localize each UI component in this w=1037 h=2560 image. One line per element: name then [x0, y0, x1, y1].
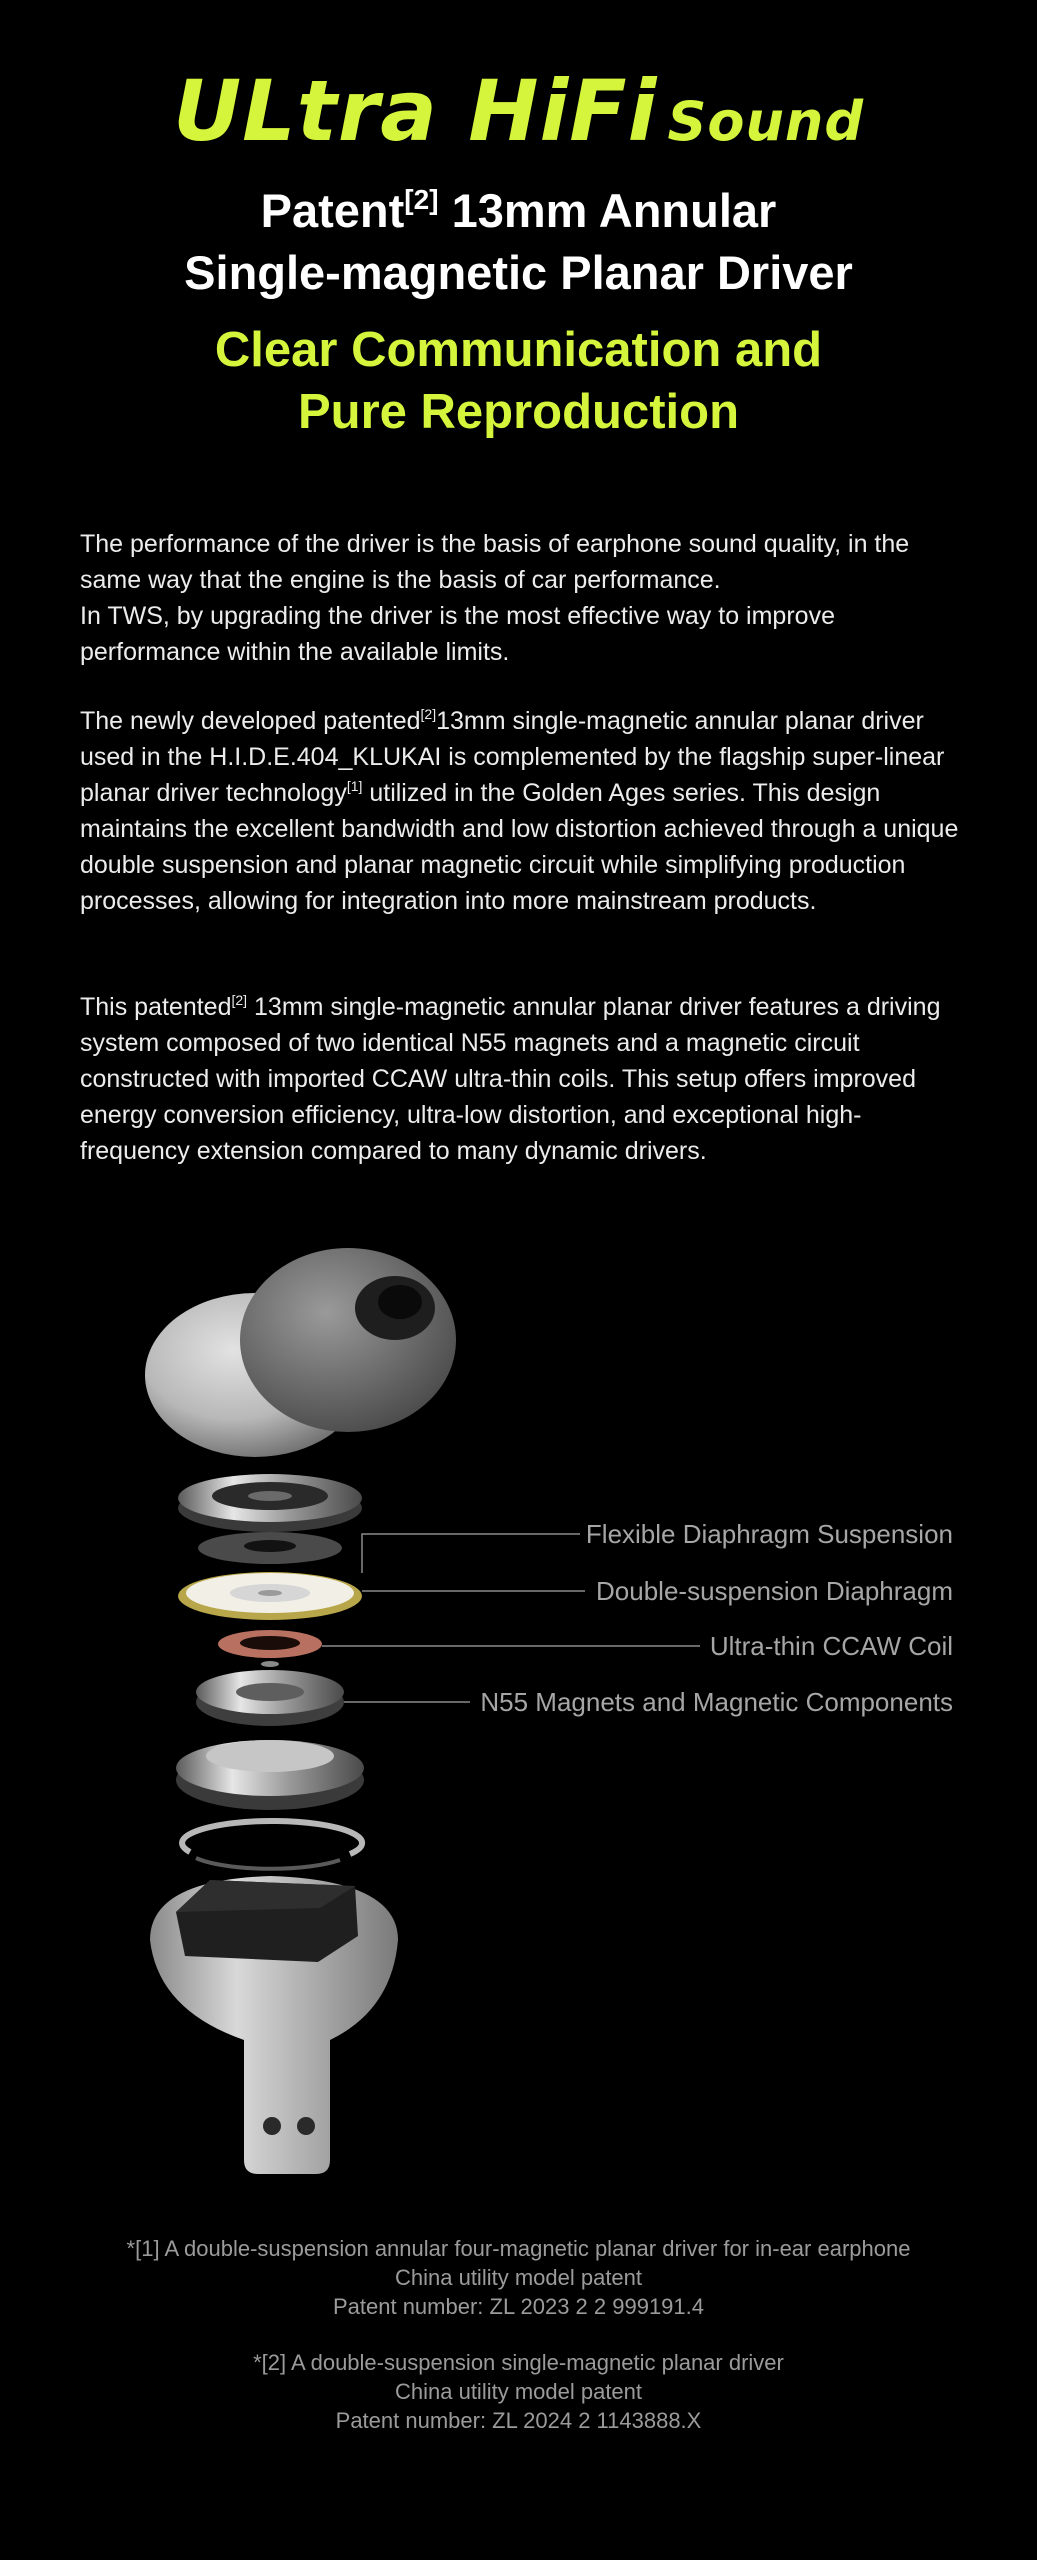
flexible-suspension-part — [198, 1532, 342, 1564]
tagline-line-1: Clear Communication and — [214, 323, 823, 377]
subtitle-patent-ref: [2] — [404, 184, 439, 215]
subtitle — [0, 180, 1037, 304]
label-flexible-diaphragm-suspension: Flexible Diaphragm Suspension — [585, 1519, 953, 1549]
footnote-1-number: Patent number: ZL 2023 2 2 999191.4 — [332, 2294, 704, 2319]
earphone-illustration — [0, 1240, 1037, 2200]
exploded-earphone-diagram — [0, 1240, 1037, 2200]
tagline-line-2: Pure Reproduction — [297, 385, 740, 439]
patent-ref-1: [1] — [346, 778, 363, 794]
diaphragm-part — [178, 1572, 362, 1620]
subtitle-line-2: Single-magnetic Planar Driver — [184, 246, 853, 299]
earbud-body-lower — [150, 1876, 398, 2174]
subtitle-patent-word: Patent — [260, 184, 405, 237]
hero-title — [0, 62, 1037, 160]
driving-system-text-a: This patented — [80, 993, 232, 1021]
hero-title-suffix: Sound — [667, 90, 865, 153]
footnote-2-title: *[2] A double-suspension single-magnetic planar driver — [253, 2350, 784, 2375]
driver-description-text-c: utilized in the Golden Ages series. This design maintains the excellent bandwidth and low distortion achieved through a unique double suspension and planar magnetic circuit while simplifying production processes, allowing for integration into more mainstream products. — [80, 779, 959, 915]
label-double-suspension-diaphragm: Double-suspension Diaphragm — [596, 1576, 953, 1606]
patent-ref-2: [2] — [420, 706, 437, 722]
footnote-2-number: Patent number: ZL 2024 2 1143888.X — [335, 2408, 702, 2433]
driving-system-paragraph — [80, 989, 960, 1169]
subtitle-line-1-rest: 13mm Annular — [438, 184, 777, 237]
driving-system-text-b: 13mm single-magnetic annular planar driver features a driving system composed of two identical N55 magnets and a magnetic circuit constructed with imported CCAW ultra-thin coils. This setup offers improved energy conversion efficiency, ultra-low distortion, and exceptional high-frequency extension compared to many dynamic drivers. — [80, 993, 941, 1165]
driver-description-paragraph — [80, 703, 960, 919]
footnote-1-type: China utility model patent — [394, 2265, 643, 2290]
label-ultra-thin-ccaw-coil: Ultra-thin CCAW Coil — [709, 1631, 953, 1661]
front-cover-component — [178, 1474, 362, 1532]
footnote-patent-1 — [0, 2234, 1037, 2321]
footnote-1-title: *[1] A double-suspension annular four-magnetic planar driver for in-ear earphone — [126, 2236, 911, 2261]
hero-title-main: ULtra HiFi — [172, 62, 658, 160]
ccaw-coil-part — [218, 1630, 322, 1667]
subtitle-line-1 — [0, 180, 1037, 242]
leader-line-suspension — [362, 1534, 580, 1573]
driver-description-text-a: The newly developed patented — [80, 707, 421, 735]
intro-paragraph-line-2: In TWS, by upgrading the driver is the most effective way to improve performance within the available limits. — [80, 602, 835, 666]
footnote-patent-2 — [0, 2348, 1037, 2435]
intro-paragraph — [80, 526, 960, 670]
tagline — [0, 319, 1037, 443]
footnote-2-type: China utility model patent — [394, 2379, 643, 2404]
label-n55-magnets: N55 Magnets and Magnetic Components — [480, 1687, 953, 1717]
callout-lines — [322, 1534, 700, 1702]
driver-description-text-b: 13mm single-magnetic annular planar driver used in the H.I.D.E.404_KLUKAI is complemented by the flagship super-linear planar driver technology — [80, 707, 945, 807]
retaining-ring-part — [182, 1821, 362, 1869]
patent-ref-2b: [2] — [231, 992, 248, 1008]
intro-paragraph-line-1: The performance of the driver is the basis of earphone sound quality, in the same way that the engine is the basis of car performance. — [80, 530, 910, 594]
earbud-shell-top — [145, 1248, 456, 1457]
magnet-assembly-part — [196, 1670, 344, 1726]
driver-frame-part — [176, 1740, 364, 1810]
